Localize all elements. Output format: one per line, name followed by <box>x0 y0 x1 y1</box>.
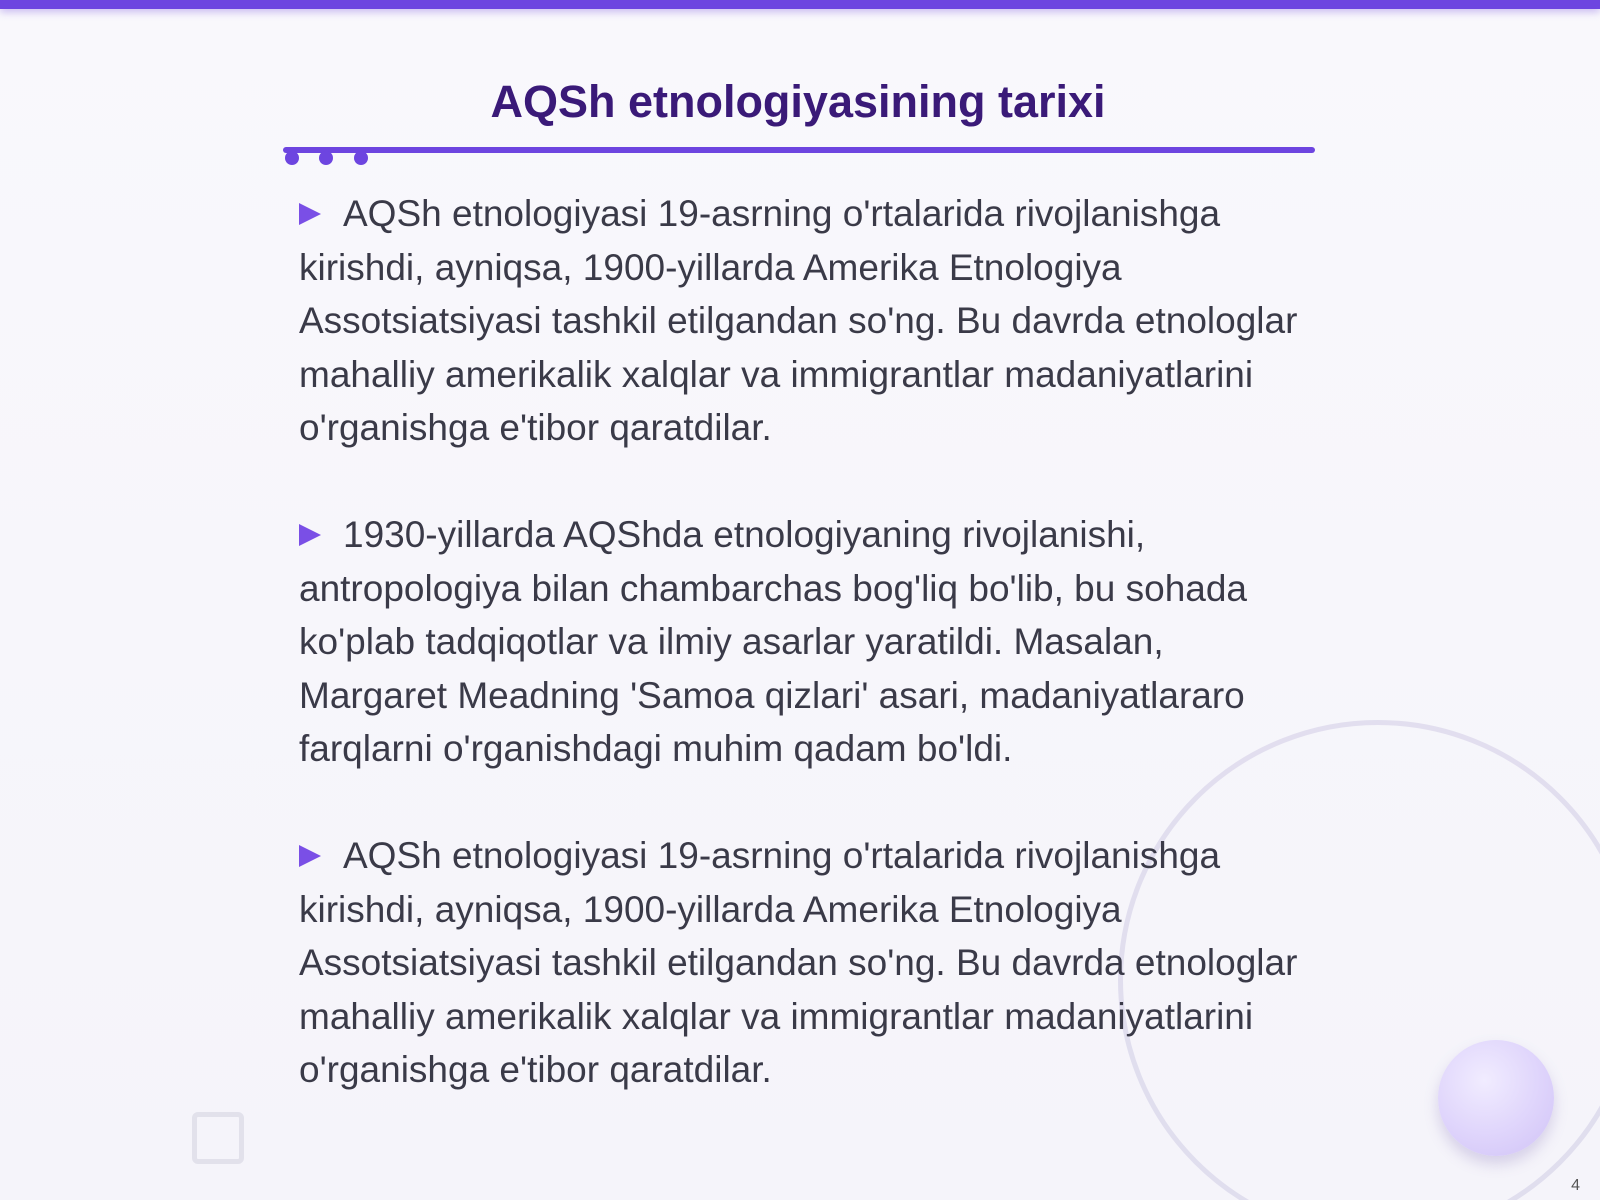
bullet-paragraph <box>299 187 1309 455</box>
decorative-dot-icon <box>354 151 368 165</box>
paragraph-text: 1930-yillarda AQShda etnologiyaning rivojlanishi, antropologiya bilan chambarchas bog'liq bo'lib, bu sohada ko'plab tadqiqotlar va ilmiy asarlar yaratildi. Masalan, Margaret Meadning 'Samoa qizlari' asari, madaniyatlararo farqlarni o'rganishdagi muhim qadam bo'ldi. <box>299 514 1247 769</box>
slide-body <box>299 187 1309 1150</box>
bullet-paragraph <box>299 508 1309 776</box>
slide-title: AQSh etnologiyasining tarixi <box>490 76 1106 127</box>
decorative-sphere <box>1438 1040 1554 1156</box>
title-underline <box>283 147 1315 153</box>
bullet-paragraph <box>299 829 1309 1097</box>
triangle-bullet-icon <box>299 845 321 867</box>
top-accent-bar <box>0 0 1600 9</box>
decorative-square <box>192 1112 244 1164</box>
triangle-bullet-icon <box>299 203 321 225</box>
paragraph-text: AQSh etnologiyasi 19-asrning o'rtalarida rivojlanishga kirishdi, ayniqsa, 1900-yillarda Amerika Etnologiya Assotsiatsiyasi tashkil etilgandan so'ng. Bu davrda etnologlar mahalliy amerikalik xalqlar va immigrantlar madaniyatlarini o'rganishga e'tibor qaratdilar. <box>299 193 1298 448</box>
decorative-dot-icon <box>285 151 299 165</box>
decorative-dot-icon <box>319 151 333 165</box>
page-number: 4 <box>1571 1177 1580 1194</box>
paragraph-text: AQSh etnologiyasi 19-asrning o'rtalarida rivojlanishga kirishdi, ayniqsa, 1900-yillarda Amerika Etnologiya Assotsiatsiyasi tashkil etilgandan so'ng. Bu davrda etnologlar mahalliy amerikalik xalqlar va immigrantlar madaniyatlarini o'rganishga e'tibor qaratdilar. <box>299 835 1298 1090</box>
triangle-bullet-icon <box>299 524 321 546</box>
